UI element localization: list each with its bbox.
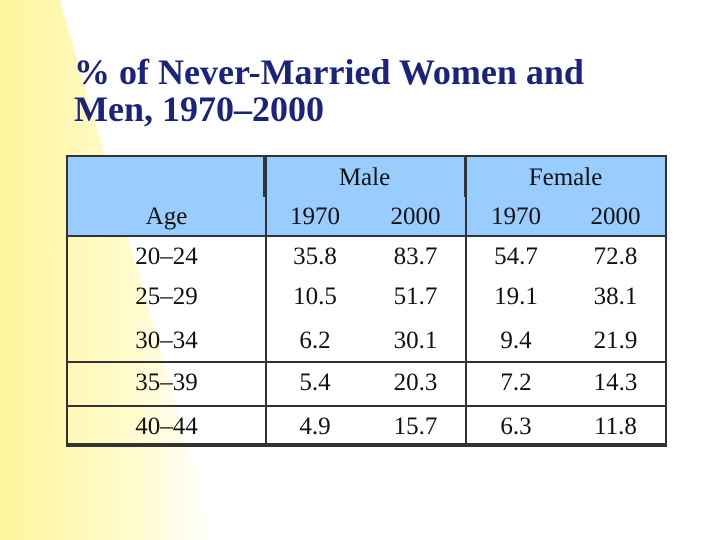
subheader-female-1970: 1970 (491, 203, 541, 230)
age-cell: 30–34 (135, 327, 198, 354)
male-2000-cell: 20.3 (393, 369, 438, 396)
subheader-age: Age (145, 203, 188, 230)
table-body (68, 237, 665, 445)
title-line-1: % of Never-Married Women and (74, 52, 584, 92)
age-cell: 20–24 (135, 243, 198, 270)
female-1970-cell: 9.4 (500, 327, 532, 354)
male-1970-cell: 4.9 (299, 413, 331, 440)
column-divider-age (265, 157, 267, 445)
female-2000-cell: 21.9 (593, 327, 638, 354)
row-divider (68, 361, 665, 363)
group-header-female: Female (466, 157, 665, 197)
age-cell: 35–39 (135, 369, 198, 396)
male-2000-cell: 83.7 (393, 243, 438, 270)
male-1970-cell: 5.4 (299, 369, 331, 396)
female-2000-cell: 11.8 (594, 413, 637, 440)
slide-title (74, 54, 694, 128)
subheader-row (68, 197, 665, 237)
female-1970-cell: 7.2 (500, 369, 532, 396)
male-2000-cell: 30.1 (393, 327, 438, 354)
group-header-blank (68, 157, 265, 197)
female-1970-cell: 6.3 (500, 413, 532, 440)
female-2000-cell: 38.1 (593, 283, 638, 310)
female-1970-cell: 19.1 (494, 283, 538, 310)
female-2000-cell: 14.3 (593, 369, 638, 396)
male-1970-cell: 35.8 (293, 243, 337, 270)
male-2000-cell: 15.7 (393, 413, 438, 440)
female-2000-cell: 72.8 (593, 243, 638, 270)
row-divider (68, 405, 665, 407)
age-cell: 40–44 (135, 413, 198, 440)
male-1970-cell: 6.2 (299, 327, 331, 354)
male-2000-cell: 51.7 (393, 283, 438, 310)
group-header-row (68, 157, 665, 197)
column-divider-male (465, 157, 467, 445)
subheader-male-2000: 2000 (390, 203, 441, 230)
table-bottom-rule (68, 443, 665, 445)
subheader-female-2000: 2000 (590, 203, 641, 230)
age-cell: 25–29 (135, 283, 198, 310)
female-1970-cell: 54.7 (494, 243, 538, 270)
male-1970-cell: 10.5 (293, 283, 337, 310)
subheader-male-1970: 1970 (290, 203, 340, 230)
group-header-male: Male (265, 157, 466, 197)
never-married-table (66, 155, 667, 447)
title-line-2: Men, 1970–2000 (74, 89, 324, 129)
